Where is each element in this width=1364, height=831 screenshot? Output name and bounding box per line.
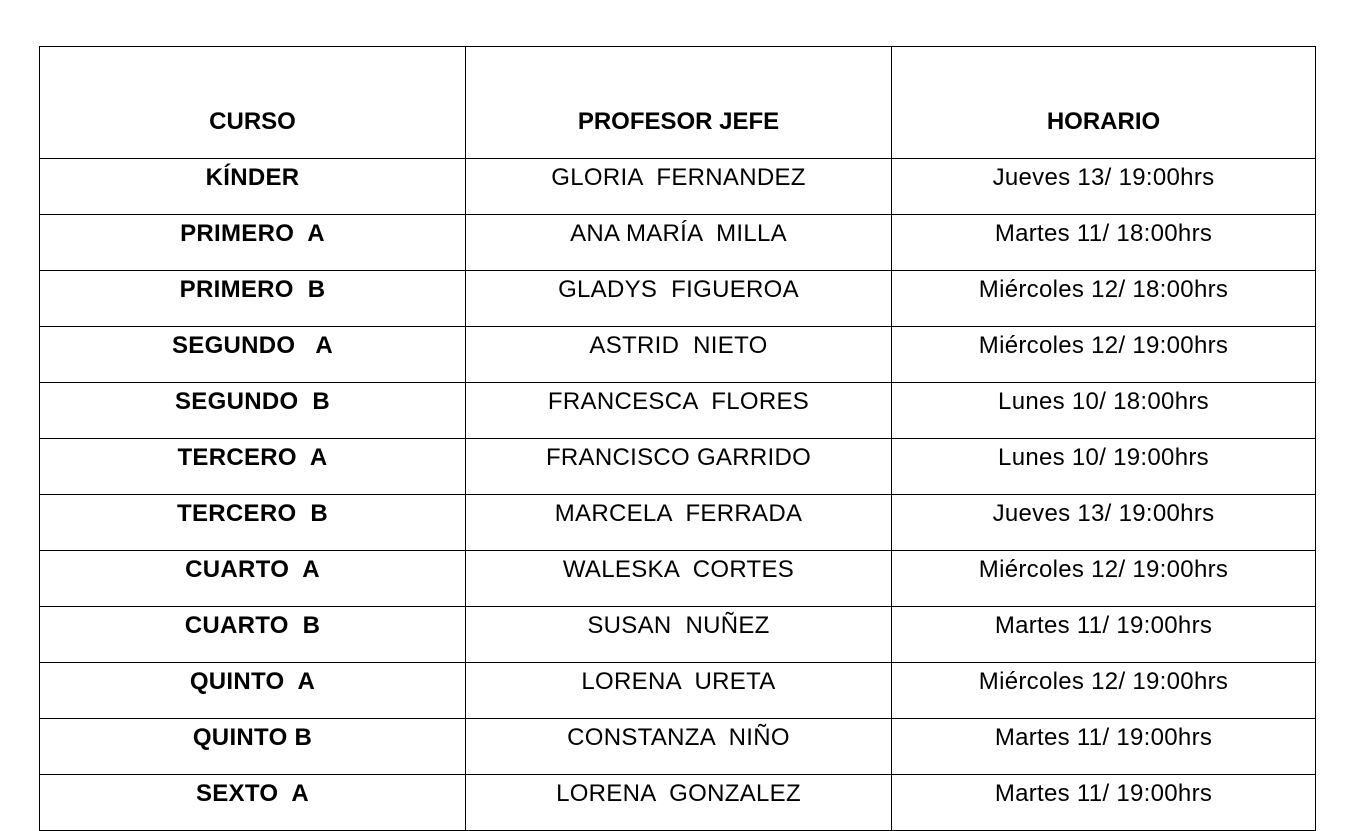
curso-cell: TERCERO A bbox=[40, 439, 466, 495]
profesor-cell: FRANCESCA FLORES bbox=[466, 383, 892, 439]
profesor-cell: SUSAN NUÑEZ bbox=[466, 607, 892, 663]
horario-cell: Miércoles 12/ 19:00hrs bbox=[892, 551, 1316, 607]
profesor-cell: CONSTANZA NIÑO bbox=[466, 719, 892, 775]
horario-cell: Lunes 10/ 18:00hrs bbox=[892, 383, 1316, 439]
curso-cell: TERCERO B bbox=[40, 495, 466, 551]
profesor-cell: MARCELA FERRADA bbox=[466, 495, 892, 551]
profesor-cell: LORENA GONZALEZ bbox=[466, 775, 892, 831]
table-row bbox=[40, 607, 1316, 663]
curso-cell: KÍNDER bbox=[40, 159, 466, 215]
profesor-cell: GLADYS FIGUEROA bbox=[466, 271, 892, 327]
curso-cell: QUINTO A bbox=[40, 663, 466, 719]
profesor-cell: ASTRID NIETO bbox=[466, 327, 892, 383]
horario-cell: Jueves 13/ 19:00hrs bbox=[892, 495, 1316, 551]
table-header-row bbox=[40, 47, 1316, 159]
curso-cell: PRIMERO A bbox=[40, 215, 466, 271]
profesor-cell: ANA MARÍA MILLA bbox=[466, 215, 892, 271]
profesor-cell: FRANCISCO GARRIDO bbox=[466, 439, 892, 495]
profesor-cell: LORENA URETA bbox=[466, 663, 892, 719]
horario-cell: Jueves 13/ 19:00hrs bbox=[892, 159, 1316, 215]
table-row bbox=[40, 495, 1316, 551]
table-row bbox=[40, 719, 1316, 775]
table-row bbox=[40, 439, 1316, 495]
table-row bbox=[40, 215, 1316, 271]
curso-cell: QUINTO B bbox=[40, 719, 466, 775]
table-row bbox=[40, 383, 1316, 439]
table-row bbox=[40, 327, 1316, 383]
header-curso: CURSO bbox=[40, 47, 466, 159]
curso-cell: SEGUNDO A bbox=[40, 327, 466, 383]
horario-cell: Lunes 10/ 19:00hrs bbox=[892, 439, 1316, 495]
curso-cell: SEGUNDO B bbox=[40, 383, 466, 439]
horario-cell: Martes 11/ 19:00hrs bbox=[892, 775, 1316, 831]
table-row bbox=[40, 159, 1316, 215]
curso-cell: CUARTO B bbox=[40, 607, 466, 663]
table-row bbox=[40, 271, 1316, 327]
header-horario: HORARIO bbox=[892, 47, 1316, 159]
curso-cell: CUARTO A bbox=[40, 551, 466, 607]
horario-cell: Miércoles 12/ 19:00hrs bbox=[892, 663, 1316, 719]
profesor-cell: GLORIA FERNANDEZ bbox=[466, 159, 892, 215]
horario-cell: Miércoles 12/ 19:00hrs bbox=[892, 327, 1316, 383]
horario-cell: Martes 11/ 19:00hrs bbox=[892, 607, 1316, 663]
horario-cell: Miércoles 12/ 18:00hrs bbox=[892, 271, 1316, 327]
horario-cell: Martes 11/ 18:00hrs bbox=[892, 215, 1316, 271]
schedule-table bbox=[39, 46, 1316, 831]
horario-cell: Martes 11/ 19:00hrs bbox=[892, 719, 1316, 775]
curso-cell: PRIMERO B bbox=[40, 271, 466, 327]
profesor-cell: WALESKA CORTES bbox=[466, 551, 892, 607]
table-row bbox=[40, 775, 1316, 831]
table-row bbox=[40, 663, 1316, 719]
header-profesor-jefe: PROFESOR JEFE bbox=[466, 47, 892, 159]
curso-cell: SEXTO A bbox=[40, 775, 466, 831]
table-row bbox=[40, 551, 1316, 607]
